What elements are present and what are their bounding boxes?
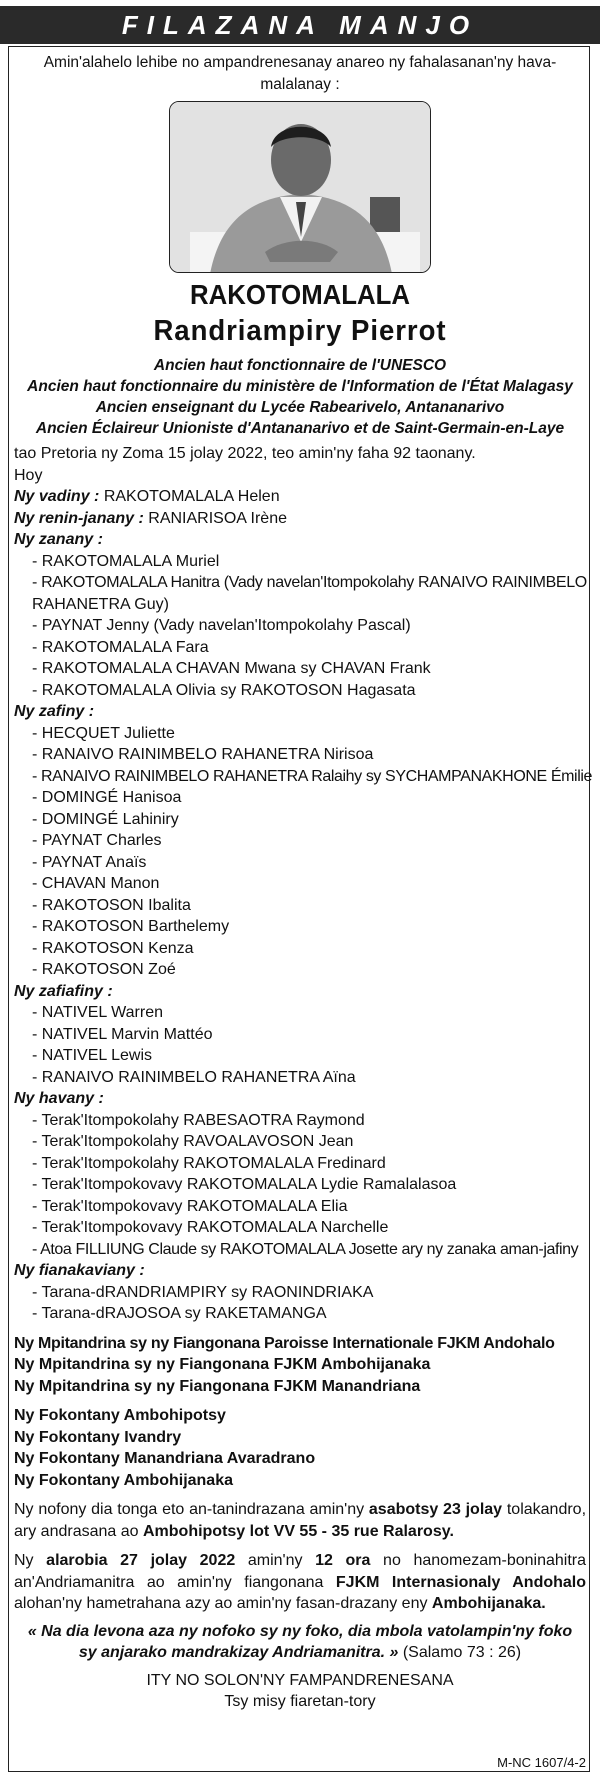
church-line: Ny Mpitandrina sy ny Fiangonana FJKM Ambohijanaka [14,1356,431,1373]
title-line: Ancien haut fonctionnaire de l'UNESCO [153,357,447,374]
list-item: - DOMINGÉ Hanisoa [32,789,182,806]
list-item: - Terak'Itompokovavy RAKOTOMALALA Lydie Ramalalasoa [32,1176,457,1193]
list-item: - RAKOTOSON Ibalita [32,896,191,914]
list-item: - Terak'Itompokolahy RAKOTOMALALA Fredinard [32,1154,386,1172]
list-item: - PAYNAT Anaïs [32,853,147,871]
deceased-titles [14,355,586,439]
fokontany-line: Ny Fokontany Ambohipotsy [14,1407,226,1424]
list-item: - RANAIVO RAINIMBELO RAHANETRA Aïna [32,1068,356,1086]
death-line: tao Pretoria ny Zoma 15 jolay 2022, teo amin'ny faha 92 taonany. [14,445,476,462]
extended-family-label: Ny fianakaviany : [14,1262,145,1279]
list-item: - CHAVAN Manon [32,875,160,892]
vigil-date: asabotsy 23 jolay [368,1501,503,1518]
list-item: - RAKOTOSON Kenza [32,939,194,957]
title-line: Ancien haut fonctionnaire du ministère de l'Information de l'État Malagasy [27,378,573,395]
notice-content [14,50,593,1713]
service-church: FJKM Internasionaly Andohalo [335,1573,586,1591]
closing-line: ITY NO SOLON'NY FAMPANDRENESANA [146,1671,454,1689]
service-text: amin'ny [235,1552,316,1569]
list-item: - NATIVEL Warren [32,1004,163,1021]
inlaw-name: RANIARISOA Irène [148,509,287,527]
list-item: - RAKOTOMALALA Muriel [32,552,220,570]
spouse-label: Ny vadiny : [14,488,100,505]
vigil-text: tolakandro, ary andrasana ao [14,1501,587,1540]
church-line: Ny Mpitandrina sy ny Fiangonana Paroisse Internationale FJKM Andohalo [14,1334,555,1352]
list-item: - Terak'Itompokolahy RABESAOTRA Raymond [32,1111,365,1129]
list-item: - RAKOTOSON Barthelemy [32,918,230,935]
closing-line: Tsy misy fiaretan-tory [224,1693,376,1710]
church-line: Ny Mpitandrina sy ny Fiangonana FJKM Manandriana [14,1377,421,1395]
list-item: - Tarana-dRANDRIAMPIRY sy RAONINDRIAKA [32,1283,374,1301]
service-text: alohan'ny hametrahana azy ao amin'ny fasan-drazany eny [14,1595,432,1612]
spouse-line [14,486,586,508]
ad-reference: M-NC 1607/4-2 [497,1755,586,1770]
service-time: 12 ora [315,1552,371,1569]
list-item: - HECQUET Juliette [32,724,175,742]
header-title: FILAZANA MANJO [0,6,600,44]
fokontany-line: Ny Fokontany Manandriana Avaradrano [14,1450,316,1467]
service-burial-place: Ambohijanaka. [431,1595,546,1612]
deceased-given-names: Randriampiry Pierrot [153,315,447,347]
deceased-surname: RAKOTOMALALA [190,279,410,310]
title-line: Ancien enseignant du Lycée Rabearivelo, Antananarivo [95,399,505,416]
list-item: - RANAIVO RAINIMBELO RAHANETRA Nirisoa [32,746,374,763]
fokontany-line: Ny Fokontany Ambohijanaka [14,1471,233,1489]
list-item: - NATIVEL Lewis [32,1047,153,1064]
service-date: alarobia 27 jolay 2022 [46,1552,236,1569]
bible-verse [14,1621,586,1664]
churches-block [14,1333,586,1398]
list-item: - Terak'Itompokovavy RAKOTOMALALA Narchelle [32,1219,389,1236]
vigil-paragraph [14,1499,586,1542]
service-text: Ny [14,1552,47,1569]
list-item: - Terak'Itompokolahy RAVOALAVOSON Jean [32,1133,354,1150]
list-item: - PAYNAT Charles [32,832,162,849]
vigil-address: Ambohipotsy lot VV 55 - 35 rue Ralarosy. [142,1522,454,1540]
list-item: - RAKOTOMALALA CHAVAN Mwana sy CHAVAN Frank [32,660,431,677]
list-item: - RAKOTOMALALA Olivia sy RAKOTOSON Hagasata [32,681,416,699]
service-paragraph [14,1550,586,1615]
portrait-image [170,102,431,273]
spouse-name: RAKOTOMALALA Helen [103,488,280,505]
closing-block [14,1670,586,1713]
list-item: - RAKOTOSON Zoé [32,961,176,978]
verse-reference: (Salamo 73 : 26) [398,1644,522,1661]
relatives-label: Ny havany : [14,1090,104,1107]
list-item: - RAKOTOMALALA Hanitra (Vady navelan'Itompokolahy RANAIVO RAINIMBELO [32,574,587,591]
list-item: - NATIVEL Marvin Mattéo [32,1025,213,1043]
vigil-text: Ny nofony dia tonga eto an-tanindrazana amin'ny [14,1501,369,1518]
list-item: - RANAIVO RAINIMBELO RAHANETRA Ralaihy sy SYCHAMPANAKHONE Émilie [32,767,593,785]
intro-text: Amin'alahelo lehibe no ampandrenesanay anareo ny fahalasanan'ny hava-malalanay : [43,54,557,93]
great-grandchildren-label: Ny zafiafiny : [14,982,113,1000]
list-item: - DOMINGÉ Lahiniry [32,810,179,828]
list-item: - Atoa FILLIUNG Claude sy RAKOTOMALALA Josette ary ny zanaka aman-jafiny [32,1240,579,1258]
list-item: - Terak'Itompokovavy RAKOTOMALALA Elia [32,1197,348,1215]
hoy-text: Hoy [14,466,43,484]
verse-line: sy anjarako mandrakizay Andriamanitra. » [78,1644,399,1661]
list-item: - PAYNAT Jenny (Vady navelan'Itompokolahy Pascal) [32,617,411,634]
verse-line: « Na dia levona aza ny nofoko sy ny foko, dia mbola vatolampin'ny foko [27,1622,573,1640]
inlaw-line [14,508,586,530]
fokontany-line: Ny Fokontany Ivandry [14,1428,182,1446]
list-item: - RAKOTOMALALA Fara [32,638,209,656]
inlaw-label: Ny renin-janany : [14,509,144,527]
list-item: RAHANETRA Guy) [32,595,169,613]
list-item: - Tarana-dRAJOSOA sy RAKETAMANGA [32,1305,327,1322]
grandchildren-label: Ny zafiny : [14,703,95,720]
portrait-photo [169,101,431,273]
children-label: Ny zanany : [14,531,103,548]
fokontany-block [14,1405,586,1491]
service-text: no hanomezam-boninahitra an'Andriamanitra ao amin'ny fiangonana [14,1552,586,1591]
title-line: Ancien Éclaireur Unioniste d'Antananarivo et de Saint-Germain-en-Laye [35,420,565,437]
